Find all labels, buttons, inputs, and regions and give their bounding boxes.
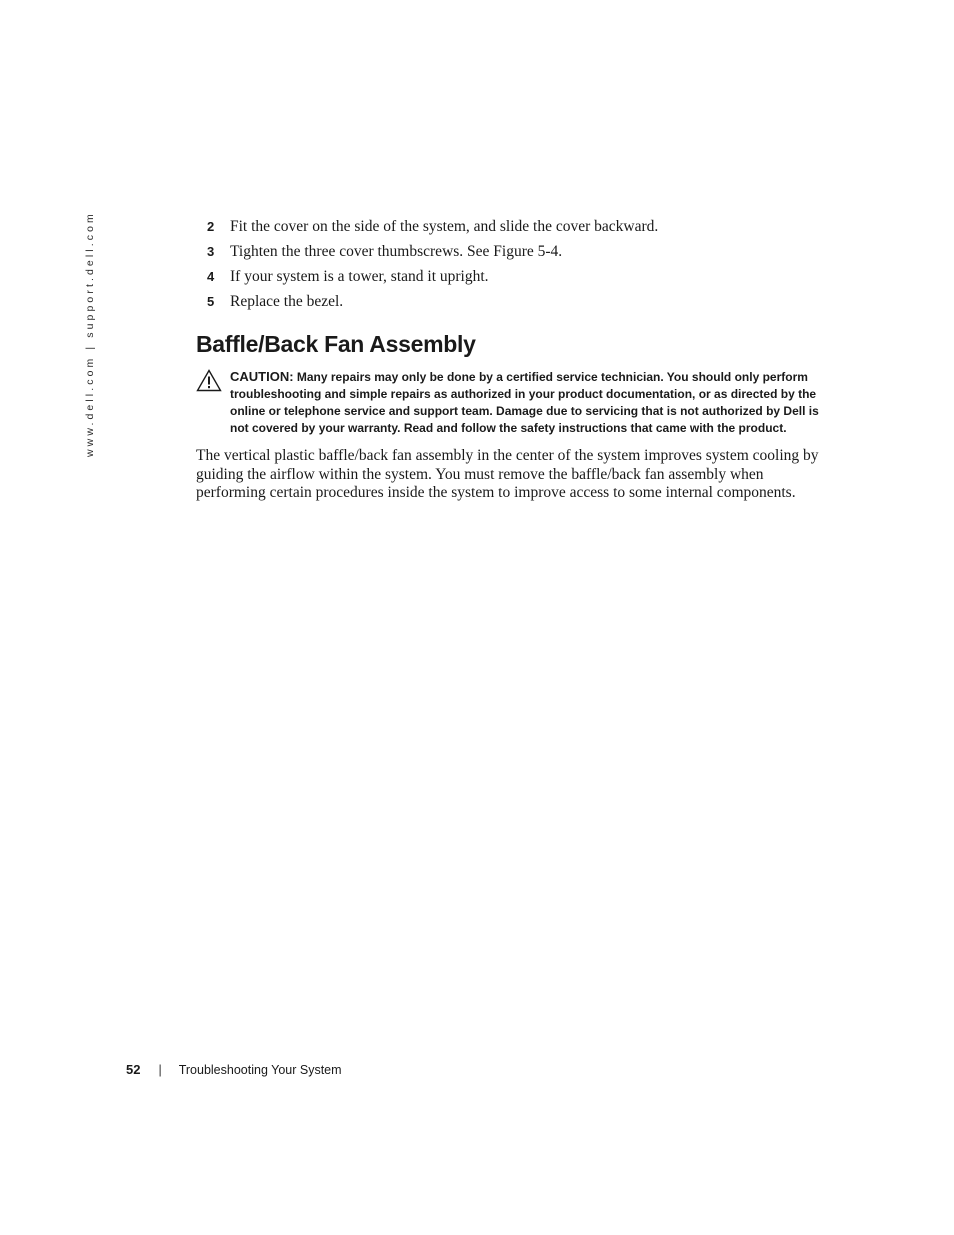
step-number: 3 [207, 244, 215, 259]
caution-line: online or telephone service and support team. Damage due to servicing that is not authorized by Dell is [230, 404, 819, 418]
section-heading: Baffle/Back Fan Assembly [196, 331, 476, 357]
chapter-title: Troubleshooting Your System [178, 1063, 342, 1077]
step-number: 2 [207, 219, 215, 234]
caution-line [230, 368, 816, 386]
sidebar-url: www.dell.com | support.dell.com [84, 211, 96, 457]
steps-list [207, 218, 827, 318]
step-text: If your system is a tower, stand it upright. [230, 268, 489, 285]
caution-label: CAUTION: [230, 369, 294, 384]
caution-text [230, 368, 819, 437]
warning-triangle-icon [196, 369, 222, 392]
caution-line-text: Many repairs may only be done by a certified service technician. You should only perform [293, 370, 808, 384]
step-text: Tighten the three cover thumbscrews. See Figure 5-4. [230, 243, 563, 260]
step-item [207, 218, 827, 243]
step-item [207, 293, 827, 318]
paragraph-line: performing certain procedures inside the system to improve access to some internal components. [196, 484, 796, 501]
step-number: 4 [207, 269, 215, 284]
step-item [207, 243, 827, 268]
step-item [207, 268, 827, 293]
footer-separator: | [158, 1063, 162, 1077]
caution-line: not covered by your warranty. Read and follow the safety instructions that came with the product. [230, 421, 787, 435]
caution-notice [196, 368, 819, 437]
caution-line: troubleshooting and simple repairs as authorized in your product documentation, or as directed by the [230, 387, 817, 401]
page-footer [126, 1062, 342, 1077]
step-number: 5 [207, 294, 215, 309]
step-text: Fit the cover on the side of the system, and slide the cover backward. [230, 218, 659, 235]
body-paragraph [196, 447, 826, 503]
step-text: Replace the bezel. [230, 293, 344, 310]
paragraph-line: guiding the airflow within the system. You must remove the baffle/back fan assembly when [196, 465, 764, 483]
paragraph-line: The vertical plastic baffle/back fan assembly in the center of the system improves system cooling by [196, 447, 819, 464]
page-number: 52 [126, 1062, 141, 1077]
